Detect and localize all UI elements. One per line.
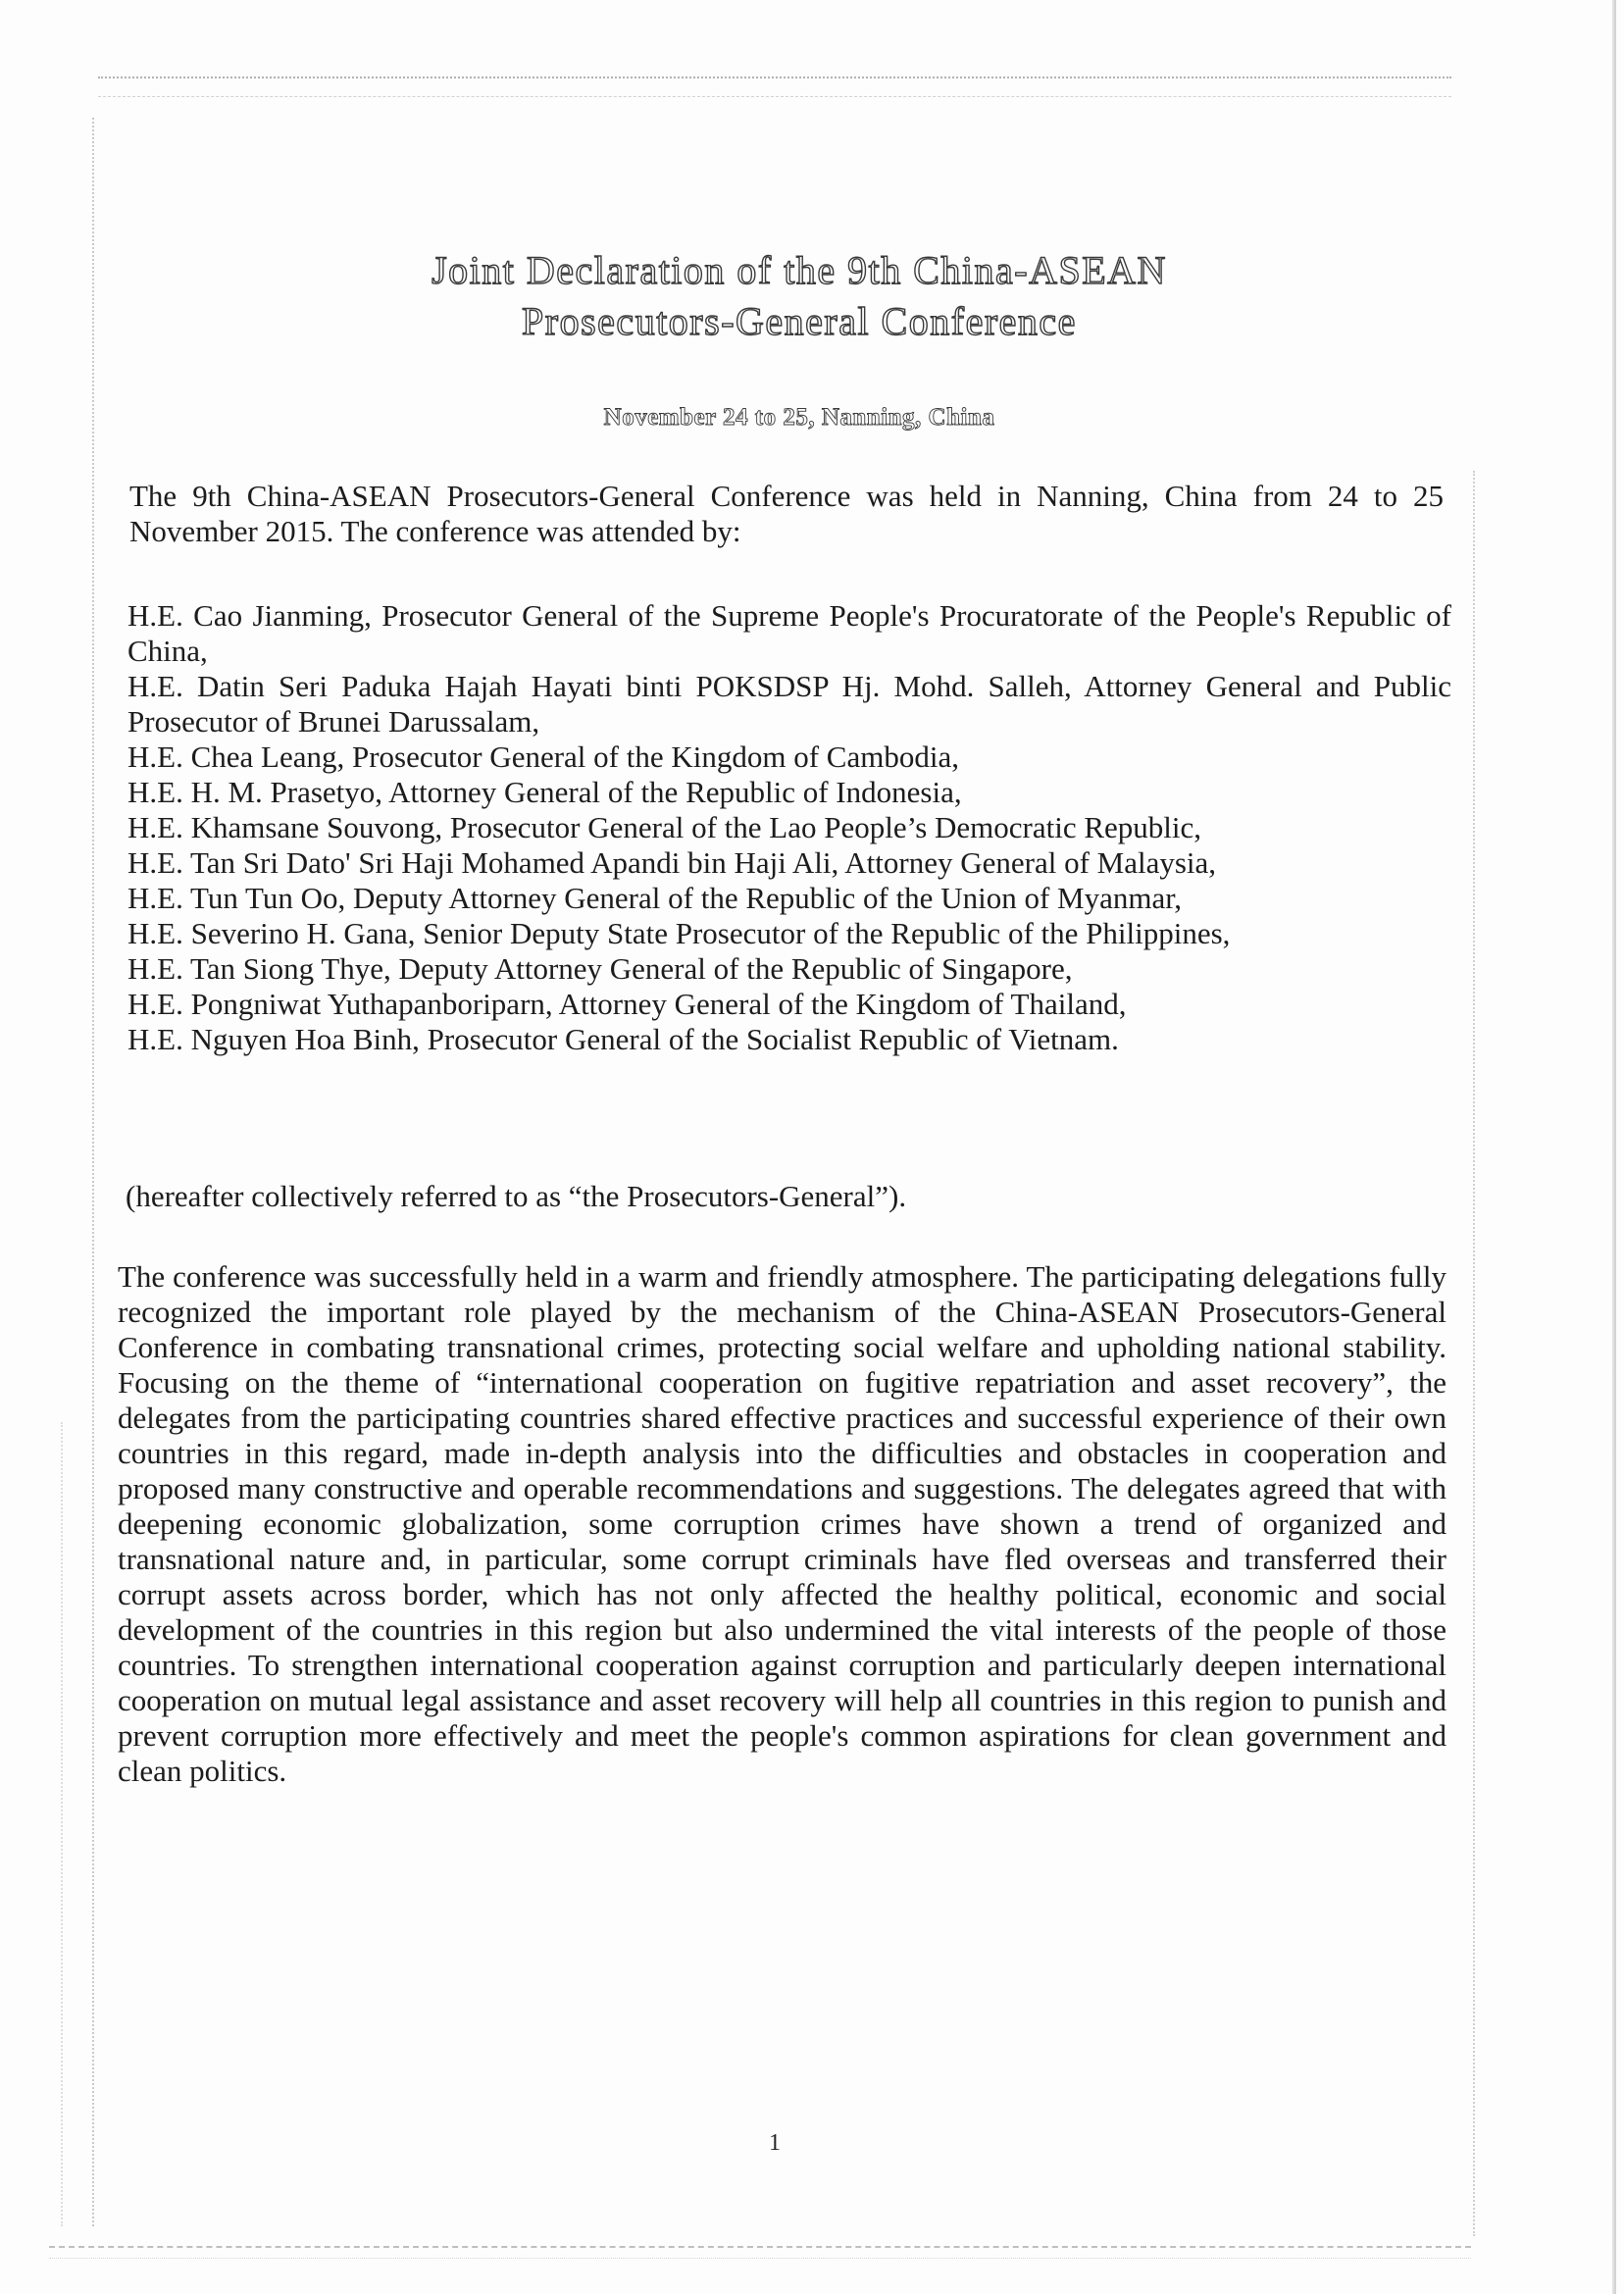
document-title-line-1: Joint Declaration of the 9th China-ASEAN — [431, 248, 1167, 292]
attendee-item: H.E. Tun Tun Oo, Deputy Attorney General of the Republic of the Union of Myanmar, — [127, 881, 1183, 915]
page-number: 1 — [769, 2130, 781, 2156]
collective-note: (hereafter collectively referred to as “the Prosecutors-General”). — [126, 1179, 907, 1213]
attendee-item: H.E. Nguyen Hoa Binh, Prosecutor General of the Socialist Republic of Vietnam. — [127, 1022, 1119, 1056]
body-paragraph: The conference was successfully held in a warm and friendly atmosphere. The participating delegations fully recognized the important role played by the mechanism of the China-ASEAN Prosecutors-General Conference in combating transnational crimes, protecting social welfare and upholding national stability. Focusing on the theme of “international cooperation on fugitive repatriation and asset recovery”, the delegates from the participating countries shared effective practices and successful experience of their own countries in this regard, made in-depth analysis into the difficulties and obstacles in cooperation and proposed many constructive and operable recommendations and suggestions. The delegates agreed that with deepening economic globalization, some corruption crimes have shown a trend of organized and transnational nature and, in particular, some corrupt criminals have fled overseas and transferred their corrupt assets across border, which has not only affected the healthy political, economic and social development of the countries in this region but also undermined the vital interests of the people of those countries. To strengthen international cooperation against corruption and particularly deepen international cooperation on mutual legal assistance and asset recovery will help all countries in this region to punish and prevent corruption more effectively and meet the people's common aspirations for clean government and clean politics. — [118, 1259, 1446, 1788]
scan-artifact-right-edge — [1612, 0, 1616, 2294]
attendee-item: H.E. Chea Leang, Prosecutor General of the Kingdom of Cambodia, — [127, 739, 959, 774]
conference-date-location: November 24 to 25, Nanning, China — [603, 404, 995, 431]
attendee-list — [127, 598, 1451, 1057]
attendee-item: H.E. Pongniwat Yuthapanboriparn, Attorney General of the Kingdom of Thailand, — [127, 987, 1127, 1021]
intro-paragraph: The 9th China-ASEAN Prosecutors-General Conference was held in Nanning, China from 24 to 25 November 2015. The conference was attended by: — [129, 479, 1444, 548]
attendee-item: H.E. Khamsane Souvong, Prosecutor General of the Lao People’s Democratic Republic, — [127, 810, 1202, 844]
attendee-item: H.E. Cao Jianming, Prosecutor General of the Supreme People's Procuratorate of the People's Republic of China, — [127, 598, 1451, 668]
scan-artifact-left-secondary — [61, 1422, 65, 2226]
scan-artifact-top — [98, 76, 1451, 97]
attendee-item: H.E. Severino H. Gana, Senior Deputy State Prosecutor of the Republic of the Philippines, — [127, 916, 1231, 950]
document-title-line-2: Prosecutors-General Conference — [522, 299, 1077, 343]
scan-artifact-left — [92, 118, 98, 2226]
document-title — [196, 245, 1402, 347]
scan-artifact-right — [1473, 471, 1479, 2236]
attendee-item: H.E. H. M. Prasetyo, Attorney General of the Republic of Indonesia, — [127, 775, 962, 809]
scan-artifact-bottom — [49, 2246, 1471, 2259]
attendee-item: H.E. Datin Seri Paduka Hajah Hayati binti POKSDSP Hj. Mohd. Salleh, Attorney General and Public Prosecutor of Brunei Darussalam, — [127, 669, 1451, 739]
attendee-item: H.E. Tan Siong Thye, Deputy Attorney General of the Republic of Singapore, — [127, 951, 1073, 986]
attendee-item: H.E. Tan Sri Dato' Sri Haji Mohamed Apandi bin Haji Ali, Attorney General of Malaysia, — [127, 845, 1217, 880]
